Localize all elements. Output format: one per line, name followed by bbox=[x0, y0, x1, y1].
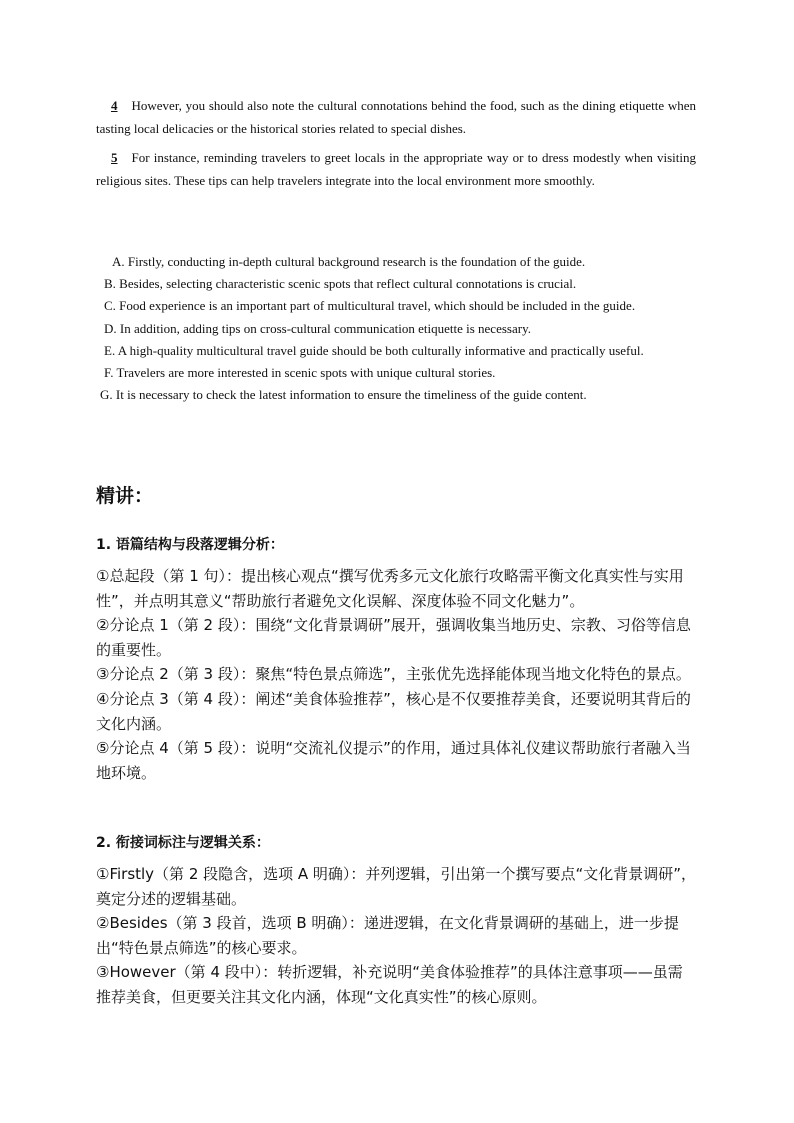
option-a: A. Firstly, conducting in-depth cultural background research is the foundation of the guide. bbox=[112, 254, 586, 269]
paragraph-5 bbox=[96, 147, 696, 192]
section-1-title: 1. 语篇结构与段落逻辑分析： bbox=[96, 537, 284, 553]
paragraph-4 bbox=[96, 95, 696, 140]
answer-options bbox=[96, 251, 696, 406]
option-g: G. It is necessary to check the latest information to ensure the timeliness of the guide content. bbox=[100, 387, 587, 403]
reading-passage bbox=[96, 95, 696, 192]
list-item: ③However（第 4 段中）：转折逻辑，补充说明“美食体验推荐”的具体注意事项——虽需推荐美食，但更要关注其文化内涵，体现“文化真实性”的核心原则。 bbox=[96, 963, 683, 1006]
option-b: B. Besides, selecting characteristic scenic spots that reflect cultural connotations is crucial. bbox=[104, 276, 577, 292]
explanation-heading: 精讲： bbox=[96, 485, 154, 507]
list-item: ⑤分论点 4（第 5 段）：说明“交流礼仪提示”的作用，通过具体礼仪建议帮助旅行者融入当地环境。 bbox=[96, 739, 691, 782]
option-d: D. In addition, adding tips on cross-cultural communication etiquette is necessary. bbox=[104, 320, 531, 336]
paragraph-4-text: However, you should also note the cultural connotations behind the food, such as the dining etiquette when tasting local delicacies or the historical stories related to special dishes. bbox=[96, 98, 696, 136]
list-item: ②Besides（第 3 段首，选项 B 明确）：递进逻辑，在文化背景调研的基础上，进一步提出“特色景点筛选”的核心要求。 bbox=[96, 914, 679, 957]
list-item: ②分论点 1（第 2 段）：围绕“文化背景调研”展开，强调收集当地历史、宗教、习俗等信息的重要性。 bbox=[96, 616, 691, 659]
blank-number-5: 5 bbox=[111, 150, 118, 165]
list-item: ③分论点 2（第 3 段）：聚焦“特色景点筛选”，主张优先选择能体现当地文化特色的景点。 bbox=[96, 665, 691, 684]
option-c: C. Food experience is an important part of multicultural travel, which should be included in the guide. bbox=[104, 298, 636, 314]
section-1-list bbox=[96, 564, 696, 785]
section-2-title: 2. 衔接词标注与逻辑关系： bbox=[96, 835, 270, 851]
list-item: ①总起段（第 1 句）：提出核心观点“撰写优秀多元文化旅行攻略需平衡文化真实性与实用性”，并点明其意义“帮助旅行者避免文化误解、深度体验不同文化魅力”。 bbox=[96, 567, 684, 610]
list-item: ④分论点 3（第 4 段）：阐述“美食体验推荐”，核心是不仅要推荐美食，还要说明其背后的文化内涵。 bbox=[96, 689, 691, 733]
blank-number-4: 4 bbox=[111, 98, 118, 113]
section-2-list bbox=[96, 862, 696, 1010]
paragraph-5-text: For instance, reminding travelers to greet locals in the appropriate way or to dress modestly when visiting religious sites. These tips can help travelers integrate into the local environment more smoothly. bbox=[96, 150, 696, 188]
list-item: ①Firstly（第 2 段隐含，选项 A 明确）：并列逻辑，引出第一个撰写要点“文化背景调研”，奠定分述的逻辑基础。 bbox=[96, 865, 696, 908]
option-e: E. A high-quality multicultural travel guide should be both culturally informative and practically useful. bbox=[104, 342, 644, 358]
option-f: F. Travelers are more interested in scenic spots with unique cultural stories. bbox=[104, 365, 496, 381]
